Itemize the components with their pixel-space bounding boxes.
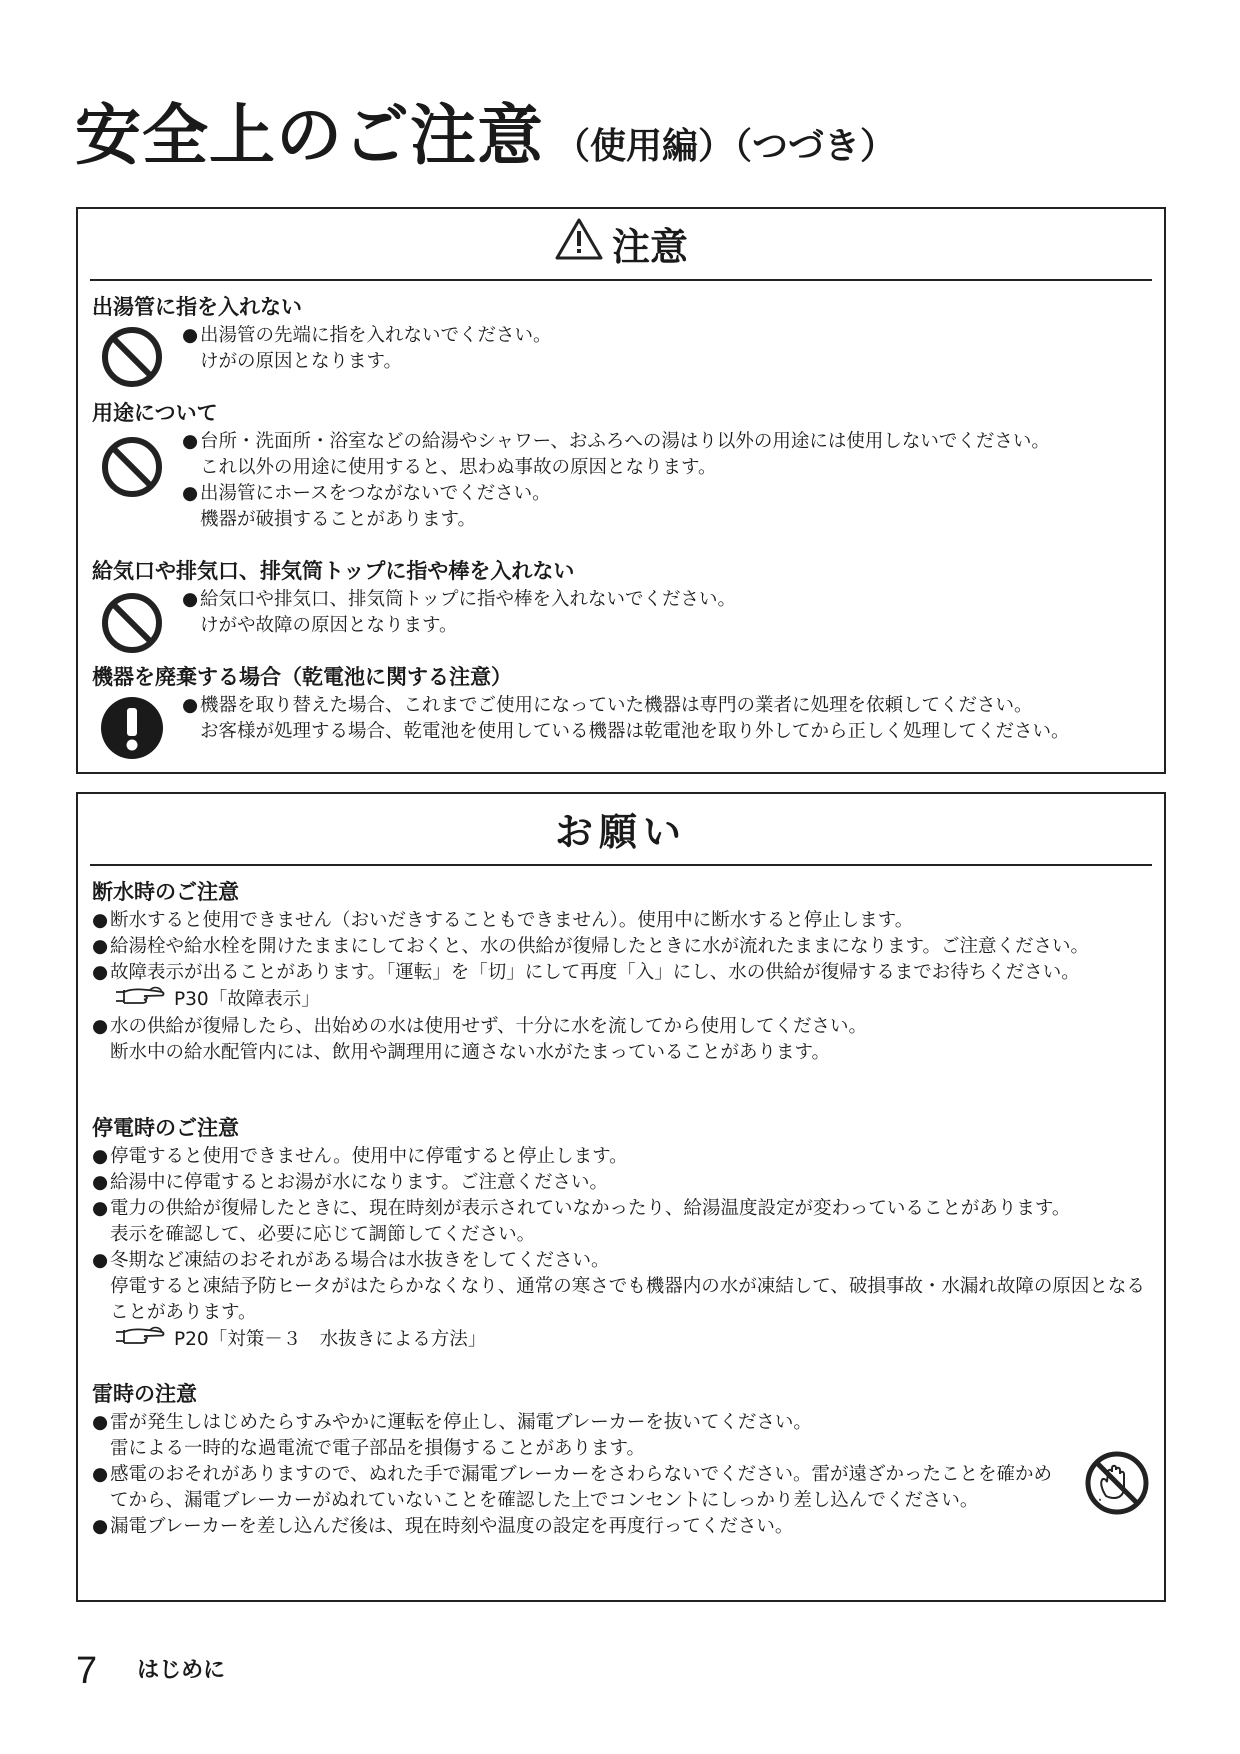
list-item: ● 出湯管にホースをつながないでください。 機器が破損することがあります。 [182,481,1154,533]
list-item: ● 出湯管の先端に指を入れないでください。 けがの原因となります。 [182,323,1154,375]
prohibition-icon [100,325,164,393]
request-heading-label: お願い [554,810,687,854]
page-title-sub: （使用編）（つづき） [554,126,897,167]
page-number: 7 [76,1650,98,1692]
list-item: ● 給湯栓や給水栓を開けたままにしておくと、水の供給が復帰したときに水が流れたままになります。ご注意ください。 [92,934,1152,960]
caution-heading [90,219,1152,281]
request-heading [90,804,1152,866]
request-section-title: 雷時の注意 [92,1382,197,1406]
page-reference[interactable]: P30「故障表示」 [110,986,1152,1014]
no-wet-hands-icon [1084,1450,1150,1520]
caution-bullet-list [182,587,1154,639]
request-bullet-list [92,1144,1152,1354]
request-section-title: 停電時のご注意 [92,1116,239,1140]
request-bullet-list [92,1410,1064,1540]
caution-section-title: 出湯管に指を入れない [92,295,302,319]
request-section-title: 断水時のご注意 [92,880,239,904]
caution-box [76,207,1166,774]
caution-bullet-list [182,693,1154,745]
list-item: ● 感電のおそれがありますので、ぬれた手で漏電ブレーカーをさわらないでください。雷が遠ざかったことを確かめてから、漏電ブレーカーがぬれていないことを確認した上でコンセントにしっかり差し込んでください。 [92,1462,1064,1514]
list-item: ● 給湯中に停電するとお湯が水になります。ご注意ください。 [92,1170,1152,1196]
request-box [76,792,1166,1602]
list-item: ● 台所・洗面所・浴室などの給湯やシャワー、おふろへの湯はり以外の用途には使用しないでください。 これ以外の用途に使用すると、思わぬ事故の原因となります。 [182,429,1154,481]
pointing-hand-icon [114,1326,166,1354]
list-item: ● 故障表示が出ることがあります。「運転」を「切」にして再度「入」にし、水の供給が復帰するまでお待ちください。 P30「故障表示」 [92,960,1152,1014]
prohibition-icon [100,435,164,503]
section-name: はじめに [137,1658,226,1683]
page-footer [76,1650,225,1693]
list-item: ● 雷が発生しはじめたらすみやかに運転を停止し、漏電ブレーカーを抜いてください。 雷による一時的な過電流で電子部品を損傷することがあります。 [92,1410,1064,1462]
caution-section-title: 機器を廃棄する場合（乾電池に関する注意） [92,665,512,689]
page-title-main: 安全上のご注意 [75,97,544,174]
list-item: ● 電力の供給が復帰したときに、現在時刻が表示されていなかったり、給湯温度設定が変わっていることがあります。 表示を確認して、必要に応じて調節してください。 [92,1196,1152,1248]
list-item: ● 機器を取り替えた場合、これまでご使用になっていた機器は専門の業者に処理を依頼してください。 お客様が処理する場合、乾電池を使用している機器は乾電池を取り外してから正しく処理してください。 [182,693,1154,745]
pointing-hand-icon [114,986,166,1014]
page-reference[interactable]: P20「対策－３ 水抜きによる方法」 [110,1326,1152,1354]
list-item: ● 冬期など凍結のおそれがある場合は水抜きをしてください。 停電すると凍結予防ヒータがはたらかなくなり、通常の寒さでも機器内の水が凍結して、破損事故・水漏れ故障の原因となることがあります。 P20「対策－３ 水抜きによる方法」 [92,1248,1152,1354]
caution-section-title: 給気口や排気口、排気筒トップに指や棒を入れない [92,559,575,583]
caution-heading-label: 注意 [611,225,688,269]
list-item: ● 停電すると使用できません。使用中に停電すると停止します。 [92,1144,1152,1170]
caution-bullet-list [182,429,1154,533]
caution-section-title: 用途について [92,401,218,425]
page-title [75,82,896,177]
list-item: ● 給気口や排気口、排気筒トップに指や棒を入れないでください。 けがや故障の原因となります。 [182,587,1154,639]
warning-triangle-icon [554,217,604,276]
request-bullet-list [92,908,1152,1066]
list-item: ● 断水すると使用できません（おいだきすることもできません）。使用中に断水すると停止します。 [92,908,1152,934]
list-item: ● 漏電ブレーカーを差し込んだ後は、現在時刻や温度の設定を再度行ってください。 [92,1514,1064,1540]
list-item: ● 水の供給が復帰したら、出始めの水は使用せず、十分に水を流してから使用してください。 断水中の給水配管内には、飲用や調理用に適さない水がたまっていることがあります。 [92,1014,1152,1066]
mandatory-exclamation-icon [100,696,164,764]
prohibition-icon [100,591,164,659]
caution-bullet-list [182,323,1154,375]
